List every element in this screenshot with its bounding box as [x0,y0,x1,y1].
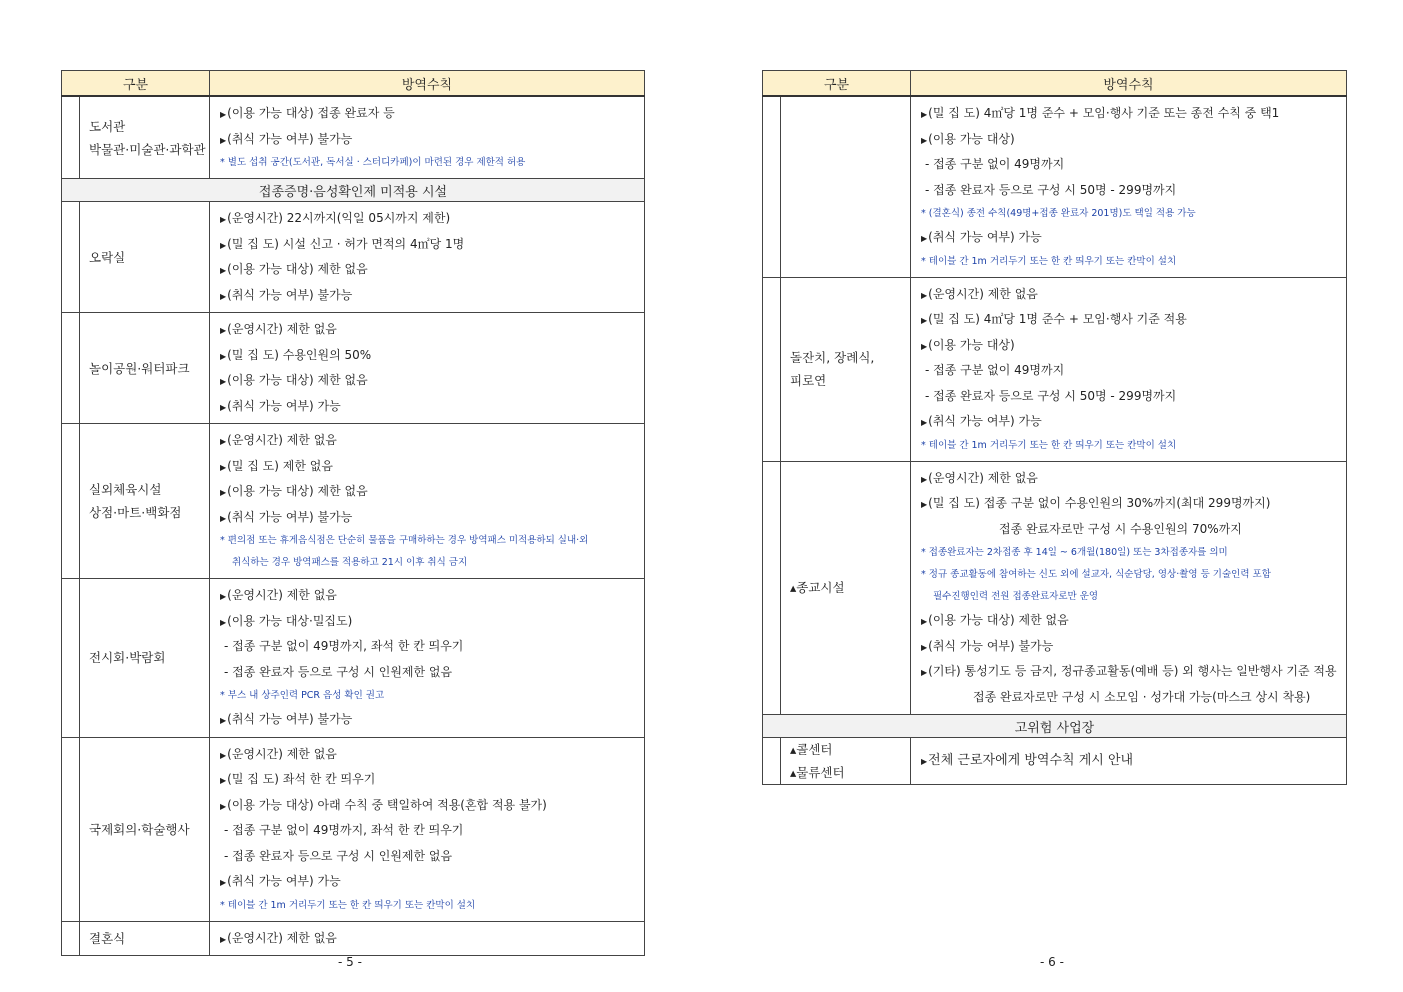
category-cell [80,921,210,956]
triangle-bullet-icon: ▶ [220,377,227,386]
table-row [763,96,1347,277]
category-label: 상점·마트·백화점 [89,505,182,520]
triangle-bullet-icon: ▶ [220,135,227,145]
rule-text: (밀 집 도) 좌석 한 칸 띄우기 [227,772,376,786]
rule-note: * 접종완료자는 2차접종 후 14일 ~ 6개월(180일) 또는 3차접종자를 의미 [921,547,1228,558]
section-row [62,179,645,202]
rule-sub-line: - 접종 구분 없이 49명까지, 좌석 한 칸 띄우기 [224,639,464,653]
triangle-bullet-icon: ▶ [220,266,227,275]
rule-line [220,479,644,505]
header-row [763,71,1347,97]
rule-text: (취식 가능 여부) 불가능 [227,131,353,146]
rule-text: (밀 집 도) 시설 신고 · 허가 면적의 4㎡당 1명 [227,236,465,251]
triangle-bullet-icon: ▶ [220,462,227,472]
table-row [763,738,1347,785]
triangle-bullet-icon: ▶ [921,110,928,119]
indent-cell [763,277,781,461]
rule-sub-line: - 접종 구분 없이 49명까지 [925,363,1065,377]
rule-text: (밀 집 도) 수용인원의 50% [227,347,372,362]
indent-cell [763,96,781,277]
rule-line [220,926,644,952]
rule-line [921,333,1346,359]
section-title: 고위험 사업장 [763,715,1347,738]
triangle-bullet-icon: ▶ [921,234,928,243]
rules-cell [911,461,1347,715]
rule-text: (이용 가능 대상) 제한 없음 [928,613,1069,627]
rule-sub-line: - 접종 구분 없이 49명까지 [925,157,1065,171]
triangle-bullet-icon: ▶ [921,474,928,484]
triangle-bullet-icon: ▶ [921,500,928,509]
triangle-bullet-icon: ▶ [921,668,928,677]
rule-text: (운영시간) 제한 없음 [928,286,1038,301]
rule-note: * 편의점 또는 휴게음식점은 단순히 물품을 구매하하는 경우 방역패스 미적용하되 실내·외 [220,535,589,546]
rule-line [921,282,1346,308]
category-cell [781,738,911,785]
rule-line [220,368,644,394]
category-label: 전시회·박람회 [89,650,166,666]
header-category: 구분 [763,71,911,97]
rule-line [921,307,1346,333]
rule-text: (기타) 통성기도 등 금지, 정규종교활동(예배 등) 외 행사는 일반행사 기준 적용 [928,664,1337,678]
header-category: 구분 [62,71,210,97]
rule-line [220,707,644,733]
rules-cell [210,96,645,179]
triangle-bullet-icon: ▶ [220,934,227,944]
triangle-bullet-icon: ▶ [220,801,227,811]
triangle-bullet-icon: ▶ [220,488,227,497]
category-cell [80,202,210,313]
triangle-bullet-icon: ▶ [220,776,227,785]
header-row [62,71,645,97]
triangle-bullet-icon: ▶ [921,290,928,300]
rule-text: (운영시간) 제한 없음 [227,588,337,602]
rule-line [220,742,644,768]
rule-text: (밀 집 도) 4㎡당 1명 준수 + 모임·행사 기준 또는 종전 수칙 중 택1 [928,106,1280,120]
rule-text: (이용 가능 대상) 제한 없음 [227,484,368,498]
rule-text: (밀 집 도) 접종 구분 없이 수용인원의 30%까지(최대 299명까지) [928,496,1271,510]
indent-cell [62,579,80,738]
category-cell [781,277,911,461]
rule-text: (밀 집 도) 4㎡당 1명 준수 + 모임·행사 기준 적용 [928,312,1187,326]
rule-note: * 별도 섭취 공간(도서관, 독서실 · 스터디카페)이 마련된 경우 제한적 허용 [220,157,526,168]
rule-text: (운영시간) 제한 없음 [928,470,1038,485]
category-cell [80,96,210,179]
table-row [62,424,645,579]
rule-line [921,101,1346,127]
rule-line [220,793,644,819]
rules-cell [911,96,1347,277]
table-row [763,277,1347,461]
rules-cell [210,424,645,579]
rule-line [220,767,644,793]
triangle-bullet-icon: ▶ [220,437,227,446]
rule-text: (이용 가능 대상) [928,131,1015,146]
rule-text: (운영시간) 22시까지(익일 05시까지 제한) [227,211,451,225]
rules-cell [911,277,1347,461]
rule-line [921,225,1346,251]
triangle-bullet-icon: ▶ [220,513,227,523]
category-cell [781,96,911,277]
category-label: 오락실 [89,249,126,265]
triangle-bullet-icon: ▶ [220,215,227,224]
category-cell [781,461,911,715]
page-number-5: - 5 - [338,955,362,969]
table-row [62,737,645,921]
table-row [763,461,1347,715]
rule-text: (취식 가능 여부) 가능 [227,874,341,888]
rule-text: 전체 근로자에게 방역수칙 게시 안내 [928,753,1134,769]
rule-sub-line: - 접종 완료자 등으로 구성 시 인원제한 없음 [224,664,453,679]
rule-line [921,491,1346,517]
category-cell [80,313,210,424]
rule-line [220,869,644,895]
triangle-bullet-icon: ▶ [220,716,227,725]
category-label: 도서관 [89,118,126,134]
rule-text: (운영시간) 제한 없음 [227,433,337,447]
rule-continued-line: 접종 완료자로만 구성 시 소모임 · 성가대 가능(마스크 상시 착용) [973,689,1311,704]
category-label: 돌잔치, 장례식, [790,350,875,365]
rule-sub-line: - 접종 구분 없이 49명까지, 좌석 한 칸 띄우기 [224,823,464,837]
triangle-bullet-icon: ▶ [921,642,928,652]
rules-cell [210,921,645,956]
rule-sub-line: - 접종 완료자 등으로 구성 시 인원제한 없음 [224,848,453,863]
category-label: 피로연 [790,373,827,388]
rule-text: (이용 가능 대상) 접종 완료자 등 [227,106,395,120]
rule-note-continued: 취식하는 경우 방역패스를 적용하고 21시 이후 취식 금지 [232,557,468,568]
triangle-bullet-icon: ▶ [921,418,928,427]
category-label: 실외체육시설 [89,482,162,497]
triangle-bullet-icon: ▶ [220,402,227,412]
rule-line [220,343,644,369]
rule-line [921,748,1346,774]
rule-line [220,101,644,127]
category-label: ▴콜센터 [790,742,833,757]
rule-line [220,232,644,258]
rules-cell [210,579,645,738]
category-cell [80,737,210,921]
rule-text: (취식 가능 여부) 가능 [928,230,1042,244]
header-rules: 방역수칙 [911,71,1347,97]
category-label: 놀이공원·워터파크 [89,360,190,376]
rule-sub-line: - 접종 완료자 등으로 구성 시 50명 - 299명까지 [925,388,1177,403]
rule-line [921,127,1346,153]
table-row [62,202,645,313]
indent-cell [763,738,781,785]
rule-sub-line: - 접종 완료자 등으로 구성 시 50명 - 299명까지 [925,182,1177,197]
rule-line [921,466,1346,492]
page-5-table [61,70,645,956]
rule-text: (취식 가능 여부) 불가능 [928,638,1054,653]
rule-line [921,409,1346,435]
triangle-bullet-icon: ▶ [220,351,227,361]
section-title: 접종증명·음성확인제 미적용 시설 [62,179,645,202]
rule-text: (운영시간) 제한 없음 [227,746,337,761]
rules-cell [210,737,645,921]
category-label: 국제회의·학술행사 [89,821,190,837]
header-rules: 방역수칙 [210,71,645,97]
rule-text: (이용 가능 대상) [928,337,1015,352]
rule-note-continued: 필수진행인력 전원 접종완료자로만 운영 [933,591,1099,602]
rule-line [220,127,644,153]
indent-cell [62,313,80,424]
rule-line [220,505,644,531]
indent-cell [62,921,80,956]
rule-line [220,317,644,343]
rule-text: (이용 가능 대상) 아래 수칙 중 택일하여 적용(혼합 적용 불가) [227,797,547,812]
category-cell [80,424,210,579]
rule-text: (이용 가능 대상) 제한 없음 [227,262,368,276]
rule-line [921,634,1346,660]
triangle-bullet-icon: ▶ [220,592,227,601]
rule-continued-line: 접종 완료자로만 구성 시 수용인원의 70%까지 [999,521,1242,536]
rule-line [220,394,644,420]
indent-cell [62,96,80,179]
rule-text: (취식 가능 여부) 불가능 [227,287,353,302]
rule-line [220,257,644,283]
category-label: ▴물류센터 [790,765,845,780]
triangle-bullet-icon: ▶ [220,617,227,627]
triangle-bullet-icon: ▶ [220,326,227,335]
triangle-bullet-icon: ▶ [220,240,227,250]
rule-line [220,583,644,609]
triangle-bullet-icon: ▶ [220,878,227,887]
rule-line [220,428,644,454]
rule-note: * 테이블 간 1m 거리두기 또는 한 칸 띄우기 또는 칸막이 설치 [921,439,1177,451]
rule-line [220,454,644,480]
category-label: ▴종교시설 [790,580,845,596]
indent-cell [62,737,80,921]
triangle-bullet-icon: ▶ [220,291,227,301]
rules-cell [210,313,645,424]
rule-line [220,609,644,635]
triangle-bullet-icon: ▶ [921,135,928,145]
rules-cell [210,202,645,313]
rule-text: (운영시간) 제한 없음 [227,930,337,945]
rule-note: * (결혼식) 종전 수칙(49명+접종 완료자 201명)도 택일 적용 가능 [921,208,1196,219]
rule-text: (취식 가능 여부) 불가능 [227,509,353,524]
indent-cell [62,424,80,579]
rule-text: (밀 집 도) 제한 없음 [227,458,333,473]
category-label: 결혼식 [89,930,126,946]
page-6-table [762,70,1347,785]
rule-line [220,283,644,309]
rule-text: (이용 가능 대상) 제한 없음 [227,373,368,387]
category-label: 박물관·미술관·과학관 [89,141,206,157]
triangle-bullet-icon: ▶ [921,617,928,626]
rule-line [921,659,1346,685]
triangle-bullet-icon: ▶ [220,750,227,760]
rule-text: (취식 가능 여부) 가능 [227,398,341,413]
triangle-bullet-icon: ▶ [921,316,928,325]
table-row [62,921,645,956]
rule-line [220,206,644,232]
category-cell [80,579,210,738]
indent-cell [62,202,80,313]
page-number-6: - 6 - [1040,955,1064,969]
rule-text: (취식 가능 여부) 불가능 [227,712,353,726]
rule-line [921,608,1346,634]
triangle-bullet-icon: ▶ [921,757,928,767]
table-row [62,579,645,738]
triangle-bullet-icon: ▶ [921,341,928,351]
section-row [763,715,1347,738]
triangle-bullet-icon: ▶ [220,110,227,119]
rule-note: * 테이블 간 1m 거리두기 또는 한 칸 띄우기 또는 칸막이 설치 [220,899,476,911]
rule-note: * 테이블 간 1m 거리두기 또는 한 칸 띄우기 또는 칸막이 설치 [921,255,1177,267]
table-row [62,313,645,424]
rule-text: (취식 가능 여부) 가능 [928,414,1042,428]
rules-cell [911,738,1347,785]
indent-cell [763,461,781,715]
table-row [62,96,645,179]
rule-text: (운영시간) 제한 없음 [227,322,337,336]
rule-text: (이용 가능 대상·밀집도) [227,613,353,628]
rule-note: * 부스 내 상주인력 PCR 음성 확인 권고 [220,690,385,701]
rule-note: * 정규 종교활동에 참여하는 신도 외에 설교자, 식순담당, 영상·촬영 등 기술인력 포함 [921,569,1271,580]
